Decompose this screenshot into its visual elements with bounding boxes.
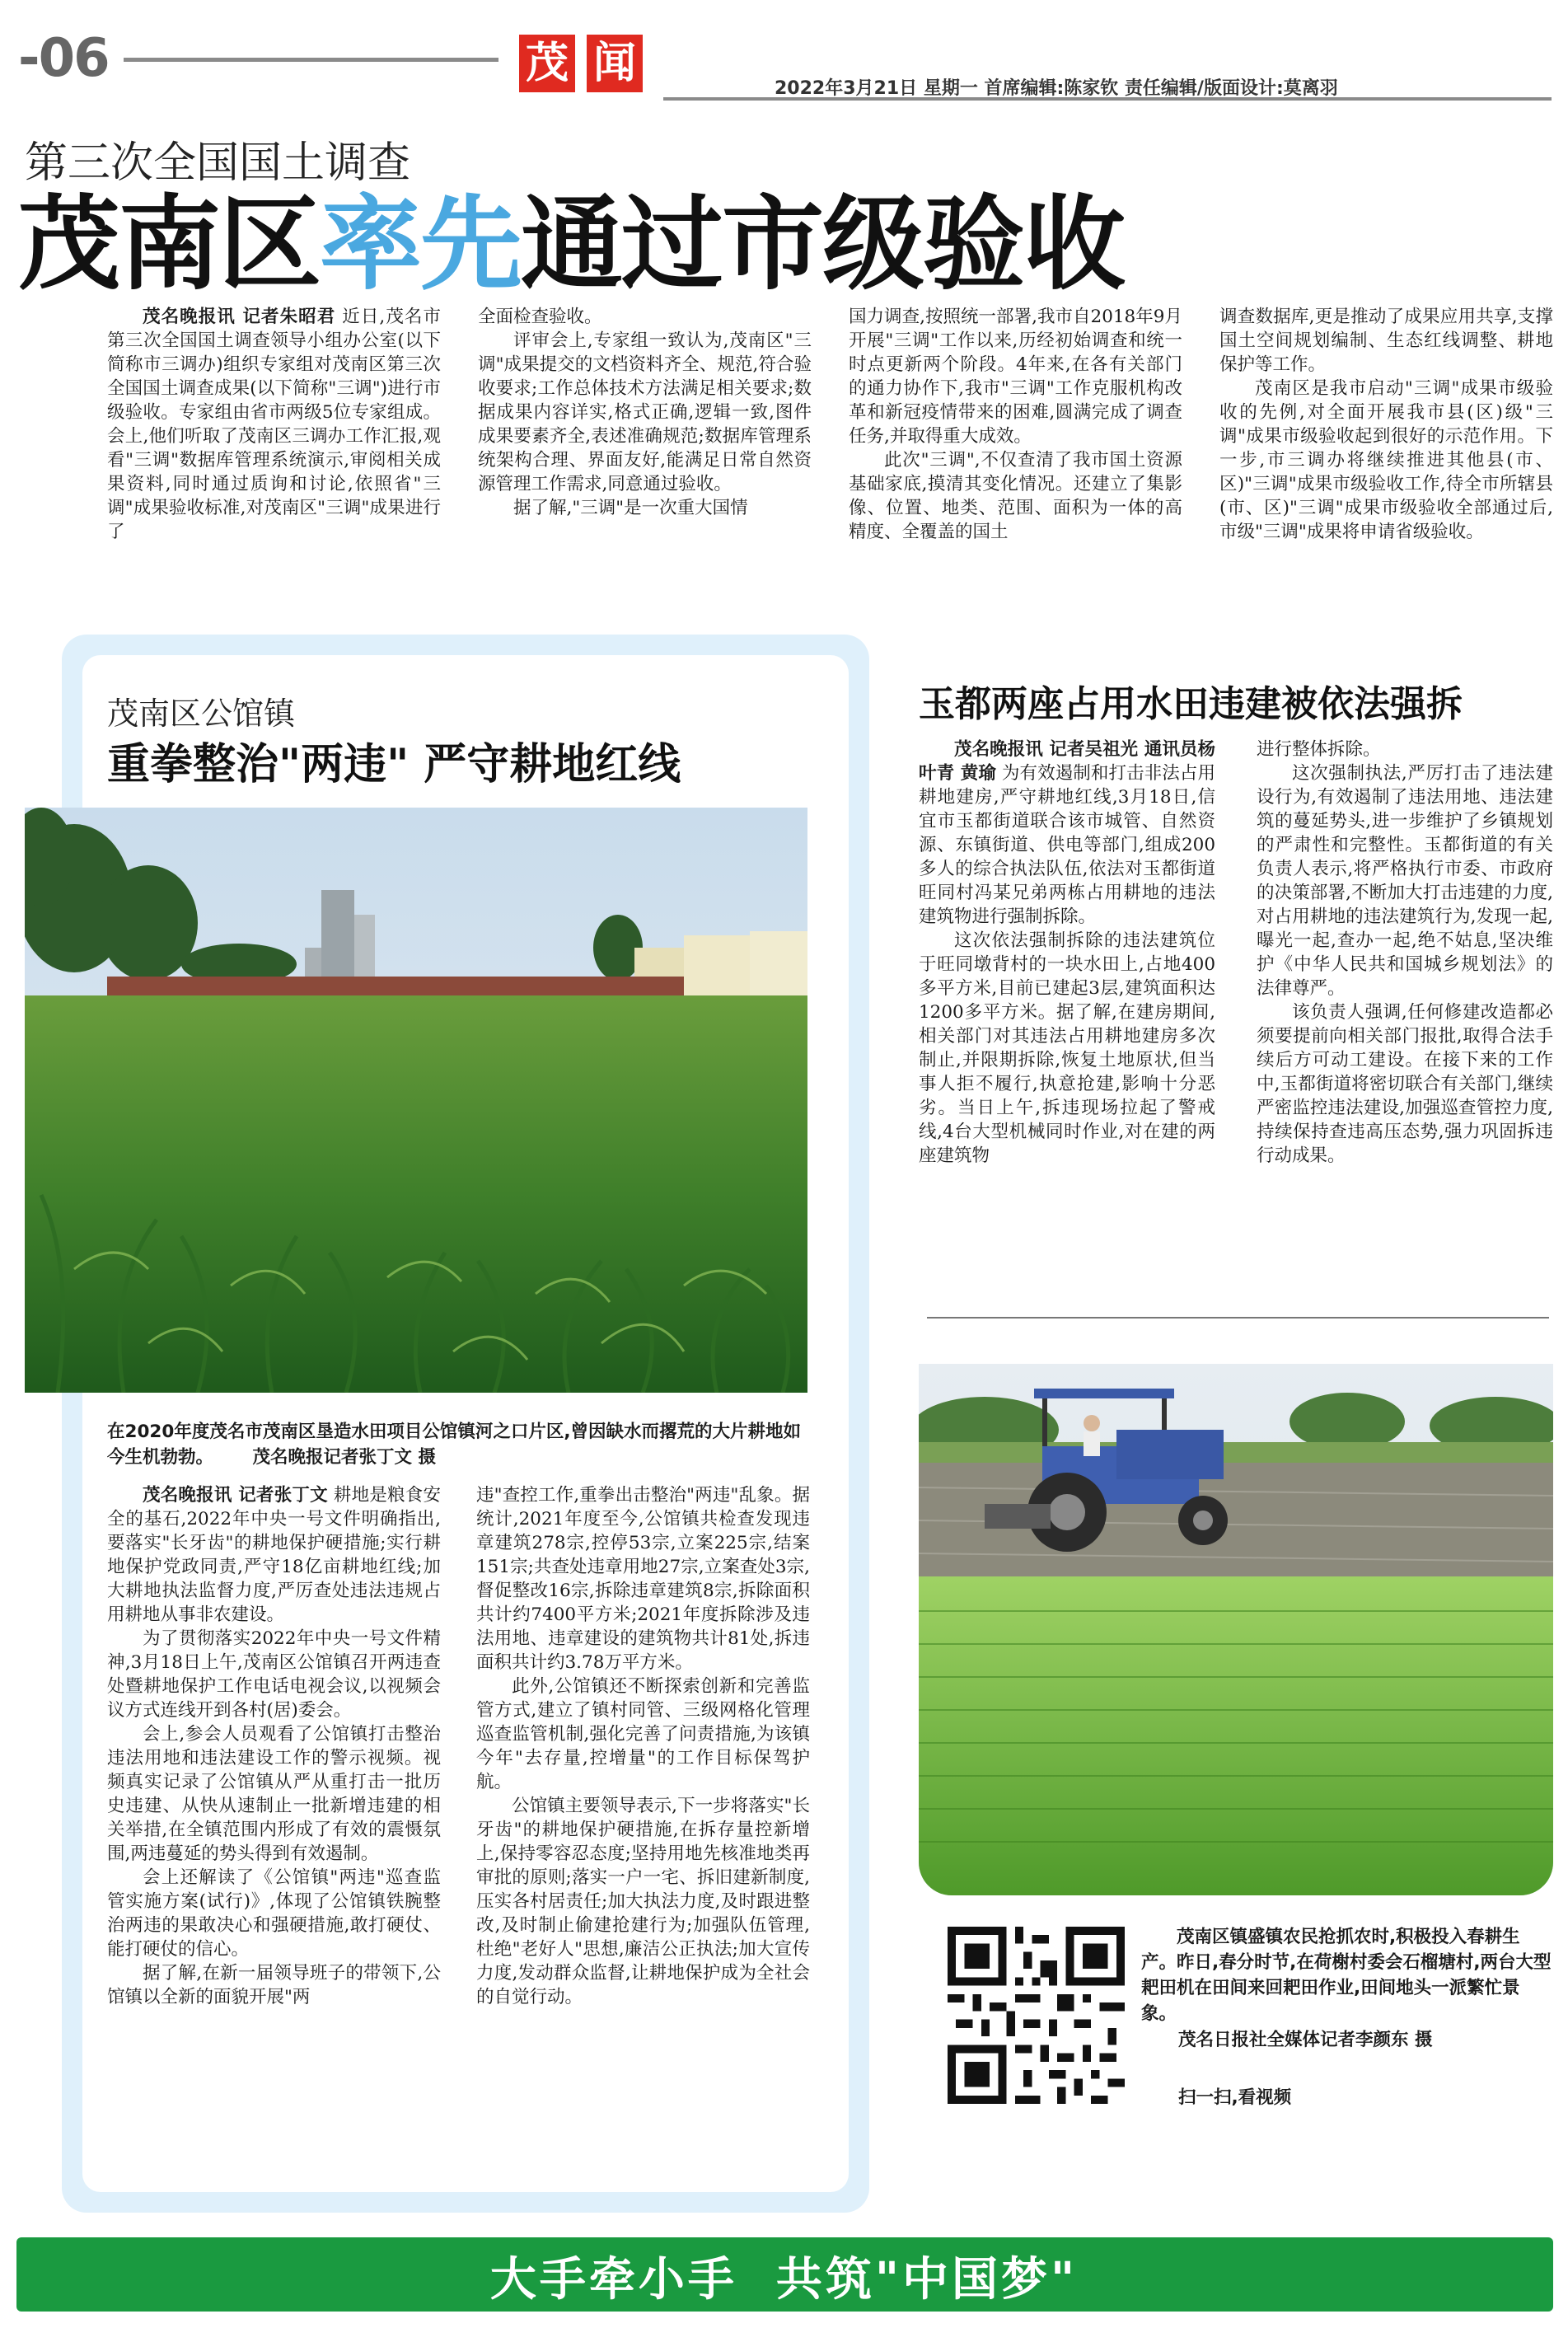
lead-column-3 (849, 305, 1182, 544)
lead-column-4 (1219, 305, 1553, 544)
right-divider (927, 1317, 1549, 1319)
page-number: -06 (18, 28, 109, 89)
lead-headline (18, 183, 1124, 307)
qr-hint: 扫一扫,看视频 (1178, 2087, 1292, 2108)
left-headline: 重拳整治"两违" 严守耕地红线 (107, 740, 681, 789)
footer-slogan: 大手牵小手 共筑"中国梦" (489, 2253, 1079, 2307)
tractor-field-illustration (919, 1364, 1553, 1895)
left-col1c: 会上,参会人员观看了公馆镇打击整治违法用地和违法建设工作的警示视频。视频真实记录了公馆镇从严从重打击一批历史违建、从快从速制止一批新增违建的相关举措,在全镇范围内形成了有效的震慑氛围,两违蔓延的势头得到有效遏制。 (107, 1724, 441, 1864)
date-line: 2022年3月21日 星期一 首席编辑:陈家钦 责任编辑/版面设计:莫离羽 (775, 78, 1338, 99)
right-col2c: 该负责人强调,任何修建改造都必须要提前向相关部门报批,取得合法手续后方可动工建设。在接下来的工作中,玉都街道将密切联合有关部门,继续严密监控违法建设,加强巡查管控力度,持续保持查违高压态势,强力巩固拆违行动成果。 (1257, 1002, 1553, 1166)
left-col2c: 公馆镇主要领导表示,下一步将落实"长牙齿"的耕地保护硬措施,在拆存量控新增上,保持零容忍态度;坚持用地先核准地类再审批的原则;落实一户一宅、拆旧建新制度,压实各村居责任;加大执法力度,及时跟进整改,及时制止偷建抢建行为;加强队伍管理,杜绝"老好人"思想,廉洁公正执法;加大宣传力度,发动群众监督,让耕地保护成为全社会的自觉行动。 (476, 1796, 810, 2007)
lead-col4b: 茂南区是我市启动"三调"成果市级验收的先例,对全面开展我市县(区)级"三调"成果市级验收起到很好的示范作用。下一步,市三调办将继续推进其他县(市、区)"三调"成果市级验收工作,待全市所辖县(市、区)"三调"成果市级验收全部通过后,市级"三调"成果将申请省级验收。 (1219, 378, 1553, 542)
left-photo-caption (107, 1419, 816, 1470)
left-col2a: 违"查控工作,重拳出击整治"两违"乱象。据统计,2021年度至今,公馆镇共检查发现违章建筑278宗,控停53宗,立案225宗,结案151宗;共查处违章用地27宗,立案查处3宗,督促整改16宗,拆除违章建筑8宗,拆除面积共计约7400平方米;2021年度拆除涉及违法用地、违章建设的建筑物共计81处,拆违面积共计约3.78万平方米。 (476, 1485, 810, 1673)
right-story-col1 (919, 738, 1215, 1168)
lead-col3b: 此次"三调",不仅查清了我市国土资源基础家底,摸清其变化情况。还建立了集影像、位置、地类、范围、面积为一体的高精度、全覆盖的国土 (849, 450, 1182, 542)
left-col1b: 为了贯彻落实2022年中央一号文件精神,3月18日上午,茂南区公馆镇召开两违查处暨耕地保护工作电话电视会议,以视频会议方式连线开到各村(居)委会。 (107, 1628, 441, 1721)
section-badge-wen: 闻 (587, 35, 643, 92)
headline-part2: 通过市级验收 (521, 185, 1125, 304)
corn-field-photo (25, 808, 807, 1393)
right-col2a: 进行整体拆除。 (1257, 739, 1381, 760)
left-col1e: 据了解,在新一届领导班子的带领下,公馆镇以全新的面貌开展"两 (107, 1963, 441, 2007)
lead-byline: 茂名晚报讯 记者朱昭君 (143, 307, 336, 327)
lead-column-2 (478, 305, 812, 520)
lead-column-1 (107, 305, 441, 544)
corn-field-illustration (25, 808, 807, 1393)
tractor-field-photo (919, 1364, 1553, 1895)
left-col1d: 会上还解读了《公馆镇"两违"巡查监管实施方案(试行)》,体现了公馆镇铁腕整治两违的果敢决心和强硬措施,敢打硬仗、能打硬仗的信心。 (107, 1867, 441, 1960)
section-badge-mao: 茂 (519, 35, 575, 92)
lead-col3a: 国力调查,按照统一部署,我市自2018年9月开展"三调"工作以来,历经初始调查和统一时点更新两个阶段。4年来,在各有关部门的通力协作下,我市"三调"工作克服机构改革和新冠疫情带来的困难,圆满完成了调查任务,并取得重大成效。 (849, 307, 1182, 447)
left-story-col1 (107, 1483, 441, 2009)
right-caption-credit: 茂名日报社全媒体记者李颜东 摄 (1178, 2030, 1433, 2050)
lead-col2c: 据了解,"三调"是一次重大国情 (513, 498, 748, 518)
masthead-rule-left (124, 58, 498, 62)
right-story-col2 (1257, 738, 1553, 1168)
right-caption-text: 茂南区镇盛镇农民抢抓农时,积极投入春耕生产。昨日,春分时节,在荷榭村委会石榴塘村,两台大型耙田机在田间来回耙田作业,田间地头一派繁忙景象。 (1141, 1927, 1552, 2024)
right-col1b: 这次依法强制拆除的违法建筑位于旺同墩背村的一块水田上,占地400多平方米,目前已建起3层,建筑面积达1200多平方米。据了解,在建房期间,相关部门对其违法占用耕地建房多次制止,并限期拆除,恢复土地原状,但当事人拒不履行,执意抢建,影响十分恶劣。当日上午,拆违现场拉起了警戒线,4台大型机械同时作业,对在建的两座建筑物 (919, 930, 1215, 1166)
left-caption-text: 在2020年度茂名市茂南区垦造水田项目公馆镇河之口片区,曾因缺水而撂荒的大片耕地如今生机勃勃。 (107, 1422, 802, 1468)
left-kicker: 茂南区公馆镇 (107, 696, 296, 732)
left-byline: 茂名晚报讯 记者张丁文 (143, 1485, 328, 1506)
right-headline: 玉都两座占用水田违建被依法强拆 (919, 683, 1463, 725)
left-story-col2 (476, 1483, 810, 2009)
lead-col2b: 评审会上,专家组一致认为,茂南区"三调"成果提交的文档资料齐全、规范,符合验收要求;工作总体技术方法满足相关要求;数据成果内容详实,格式正确,逻辑一致,图件成果要素齐全,表述准确规范;数据库管理系统架构合理、界面友好,能满足日常自然资源管理工作需求,同意通过验收。 (478, 330, 812, 494)
qr-code[interactable] (948, 1927, 1125, 2104)
right-col1a: 为有效遏制和打击非法占用耕地建房,严守耕地红线,3月18日,信宜市玉都街道联合该市城管、自然资源、东镇街道、供电等部门,组成200多人的综合执法队伍,依法对玉都街道旺同村冯某兄弟两栋占用耕地的违法建筑物进行强制拆除。 (919, 763, 1215, 927)
lead-col4a: 调查数据库,更是推动了成果应用共享,支撑国土空间规划编制、生态红线调整、耕地保护等工作。 (1219, 307, 1553, 375)
lead-col1-text: 近日,茂名市第三次全国国土调查领导小组办公室(以下简称市三调办)组织专家组对茂南区第三次全国国土调查成果(以下简称"三调")进行市级验收。专家组由省市两级5位专家组成。会上,他们听取了茂南区三调办工作汇报,观看"三调"数据库管理系统演示,审阅相关成果资料,同时通过质询和讨论,依照省"三调"成果验收标准,对茂南区"三调"成果进行了 (107, 307, 441, 542)
right-col2b: 这次强制执法,严厉打击了违法建设行为,有效遏制了违法用地、违法建筑的蔓延势头,进一步维护了乡镇规划的严肃性和完整性。玉都街道的有关负责人表示,将严格执行市委、市政府的决策部署,不断加大打击违建的力度,对占用耕地的违法建筑行为,发现一起,曝光一起,查办一起,绝不姑息,坚决维护《中华人民共和国城乡规划法》的法律尊严。 (1257, 763, 1553, 999)
left-caption-credit: 茂名晚报记者张丁文 摄 (252, 1447, 437, 1468)
left-col2b: 此外,公馆镇还不断探索创新和完善监管方式,建立了镇村同管、三级网格化管理巡查监管机制,强化完善了问责措施,为该镇今年"去存量,控增量"的工作目标保驾护航。 (476, 1676, 810, 1792)
left-col1a: 耕地是粮食安全的基石,2022年中央一号文件明确指出,要落实"长牙齿"的耕地保护硬措施;实行耕地保护党政同责,严守18亿亩耕地红线;加大耕地执法监督力度,严厉查处违法违规占用耕地从事非农建设。 (107, 1485, 441, 1625)
headline-highlight: 率先 (320, 185, 522, 304)
lead-kicker: 第三次全国国土调查 (25, 138, 411, 188)
qr-code-icon (948, 1927, 1125, 2104)
right-photo-caption (1141, 1924, 1553, 2026)
right-byline: 茂名晚报讯 记者吴祖光 通讯员杨叶青 黄瑜 (919, 739, 1215, 784)
lead-col2a: 全面检查验收。 (478, 307, 602, 327)
headline-part1: 茂南区 (18, 185, 321, 304)
